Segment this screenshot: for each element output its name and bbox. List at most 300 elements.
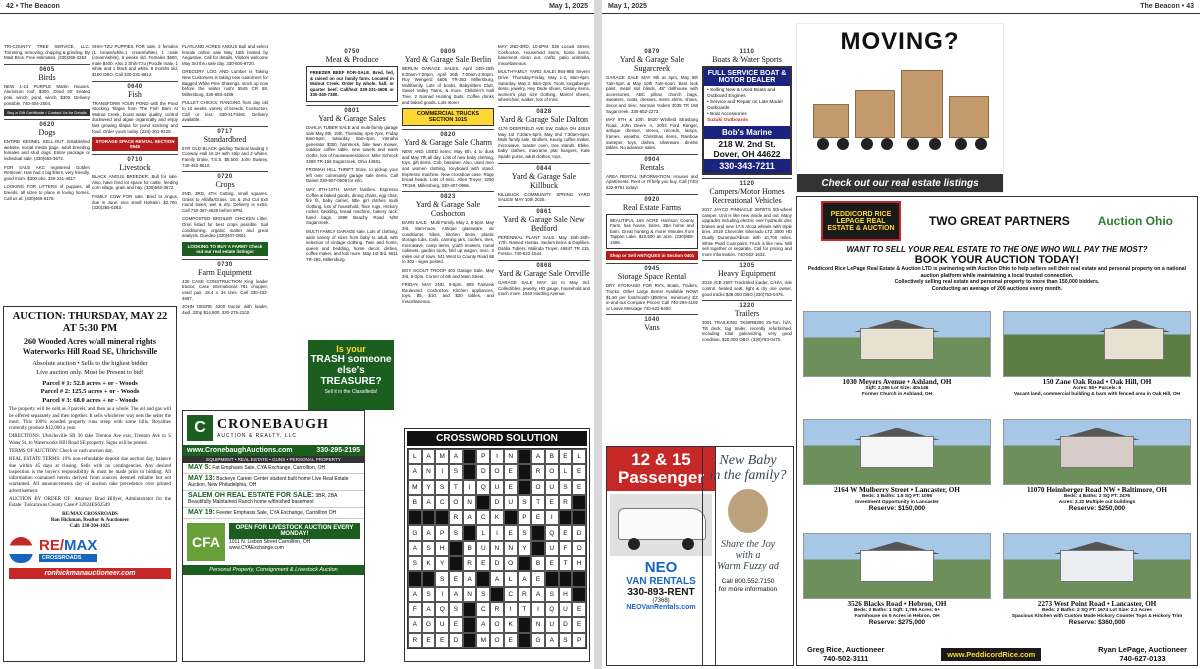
crossword-cell: S: [449, 464, 463, 479]
boats-item: • Service and Repair on Late Model Outboards: [707, 100, 783, 111]
category-number: 0605: [39, 66, 55, 73]
crossword-cell: A: [408, 587, 422, 602]
crossword-block: [559, 571, 573, 586]
cronebaugh-ad: [182, 410, 365, 662]
auction-body: The property will be sold as 3 parcels, and then as a whole. The oil and gas will be offered separately and then together. It sells whichever way nets the seller the most. This 100% wooded property runs steep with some hills. Royalties currently produce $12,000 a year.: [9, 407, 171, 432]
crossword-cell: C: [435, 495, 449, 510]
crossword-cell: O: [545, 464, 559, 479]
crossword-cell: D: [490, 556, 504, 571]
category-name: Yard & Garage Sale Coshocton: [415, 200, 481, 219]
crossword-cell: U: [545, 617, 559, 632]
trash-line-1: Is your: [336, 344, 366, 354]
classified-ad: PULLET CHICKS, RANGING from day old to 10 weeks, variety of breeds, Coshocton. Call or text, 330-3173481. Delivery available.: [182, 100, 268, 123]
crossword-cell: S: [449, 602, 463, 617]
van-icon: [610, 494, 712, 556]
property-description: Former Church in Ashland, OH: [861, 391, 933, 397]
auction-terms: TERMS OF AUCTION: Check or cash auction day.: [9, 449, 114, 454]
crossword-cell: S: [559, 480, 573, 495]
auction-title: AUCTION: THURSDAY, MAY 22 AT 5:30 PM: [12, 311, 168, 334]
crossword-cell: E: [559, 525, 573, 540]
classified-ad: COMPOSTED BROILER CHICKEN Litter. Omri listed for best crops possible. Soil conditioning, organic matter and great analysis. Dundee (330)407-0801.: [182, 216, 268, 239]
right-date: May 1, 2025: [608, 3, 647, 10]
category-number: 1120: [739, 181, 755, 187]
category-number: 0750: [344, 49, 360, 55]
column-1: [4, 44, 90, 304]
crossword-cell: C: [476, 510, 490, 525]
property-photo: [803, 419, 991, 485]
event-text: Buckeye Career Center student built home Live Real Estate Auction, New Philadelphia, OH: [188, 476, 349, 488]
peddi-blurb-3: Conducting an average of 200 auctions every month.: [931, 285, 1063, 292]
cronebaugh-footer: Personal Property, Consignment & Livestock Auction: [183, 565, 364, 575]
category-name: Campers/Motor Homes Recreational Vehicles: [709, 187, 785, 205]
classified-ad: BARN SALE - Multi Family. May 2, 8-5pm. May 3rd, 8am-noon. Antique glassware, air conditioner, bikes, kitchen items, plastic storage tubs, tools, canning jars, coolers, tires, microwave, camp items, youth mowers, metal cabinets, garden tools, fold up wagon, misc. 3 miles out of town. 541 West to County Road 58 to 303 - signs posted.: [402, 220, 494, 265]
classified-ad: MAY 9TH & 10th. 5620 Winfield Strasburg Road. John Deere A, 2003 Ford Ranger, antique dresser, stereo, records, lamps, frames, wreaths, Christmas items, Rainbow sweeper, toys, dishes, silverware, dinette tables. No advance sales.: [606, 117, 698, 151]
crossword-cell: U: [559, 602, 573, 617]
category-number: 0717: [217, 128, 233, 135]
category-header: [402, 191, 494, 218]
crossword-cell: S: [449, 525, 463, 540]
event-text: Feeder Emphasis Sale, CYA Exchange, Carrollton OH: [216, 510, 337, 516]
classified-ad: FOR SALE AKC registered Golden Retriever. Has had 4 big litters, very friendly, good mom. $300 obo. 330-231-4617: [4, 164, 90, 181]
category-name: Yard & Garage Sale Killbuck: [511, 171, 577, 190]
crossword-cell: E: [435, 633, 449, 648]
new-baby-ad: [702, 446, 794, 666]
property-details: Beds: 2 Baths: 2 SQ FT: 1674 Lot Size: 2.1 Acres: [1042, 608, 1152, 613]
crossword-cell: E: [572, 480, 586, 495]
crossword-cell: A: [422, 525, 436, 540]
crossword-cell: E: [572, 617, 586, 632]
crossword-cell: S: [435, 480, 449, 495]
crossword-cell: H: [559, 587, 573, 602]
crossword-cell: Y: [422, 480, 436, 495]
category-header: [702, 300, 792, 318]
crossword-cell: T: [559, 556, 573, 571]
property-photo: [1003, 311, 1191, 377]
peddi-want: WANT TO SELL YOUR REAL ESTATE TO THE ONE WHO WILL PAY THE MOST?: [846, 245, 1148, 254]
crossword-block: [408, 571, 422, 586]
crossword-cell: S: [545, 587, 559, 602]
cronebaugh-website[interactable]: www.CronebaughAuctions.com: [187, 447, 293, 454]
crossword-cell: M: [435, 449, 449, 464]
column-3: [182, 44, 268, 408]
crossword-block: [449, 541, 463, 556]
crossword-block: [518, 617, 532, 632]
property-description: Farmhouse on 5 Acres in Hebron, OH: [854, 613, 940, 619]
peddi-book: BOOK YOUR AUCTION TODAY!: [914, 254, 1080, 266]
cronebaugh-services: EQUIPMENT • REAL ESTATE • GUNS • PERSONAL PROPERTY: [183, 456, 364, 463]
crossword-cell: G: [422, 617, 436, 632]
boats-item: • Boat Accessories: [707, 112, 747, 117]
boats-list: [704, 86, 790, 126]
event-date: MAY 5:: [188, 464, 211, 471]
crossword-block: [572, 495, 586, 510]
crossword-block: [463, 602, 477, 617]
crossword-cell: O: [490, 464, 504, 479]
crossword-cell: A: [463, 510, 477, 525]
category-name: Yard & Garage Sale Sugarcreek: [619, 55, 685, 73]
cya-address: 1011 N. Lisbon Street Carrollton, OH: [229, 539, 311, 545]
suzuki-logo: Suzuki Outboards: [707, 118, 749, 123]
crossword-cell: I: [531, 602, 545, 617]
moving-title: MOVING?: [840, 28, 960, 55]
crossword-cell: R: [559, 495, 573, 510]
crossword-cell: S: [476, 587, 490, 602]
crossword-cell: R: [449, 510, 463, 525]
baby-slogan-1: Share the Joy: [720, 539, 776, 550]
cronebaugh-phone: 330-295-2195: [316, 447, 360, 454]
crossword-cell: R: [408, 633, 422, 648]
commercial-trucks-bar: COMMERCIAL TRUCKS SECTION 1015: [402, 108, 494, 126]
bobs-marine-ad: [702, 66, 792, 175]
crossword-cell: A: [518, 571, 532, 586]
crossword-cell: K: [490, 510, 504, 525]
classified-ad: FROMAH HILL THRIFT Store, to pickup your left over community garage sale items. Call Daniel 330-607-0509 for info.: [306, 167, 398, 184]
category-header: [402, 47, 494, 64]
cronebaugh-contact: [183, 445, 364, 456]
crossword-cell: B: [531, 556, 545, 571]
peddicord-url[interactable]: www.PeddicordRice.com: [941, 648, 1041, 661]
parcel-2: Parcel # 2: 125.5 acres + or - Woods: [40, 388, 140, 396]
crossword-cell: U: [476, 541, 490, 556]
category-number: 0945: [644, 266, 660, 273]
property-listing[interactable]: [803, 533, 991, 626]
column-6: [498, 44, 590, 424]
crossword-block: [518, 556, 532, 571]
van-rentals-label: VAN RENTALS: [626, 576, 696, 587]
property-listing[interactable]: [1003, 533, 1191, 626]
category-name: Vans: [644, 323, 660, 333]
auctioneers-bar: [797, 643, 1197, 665]
crossword-solution: [404, 428, 590, 662]
crossword-cell: U: [504, 495, 518, 510]
cfa-logo-icon: CFA: [187, 523, 225, 561]
crossword-cell: G: [408, 525, 422, 540]
crossword-cell: E: [531, 510, 545, 525]
category-name: Crops: [215, 180, 235, 190]
auctioneer-greg: Greg Rice, Auctioneer: [807, 645, 885, 654]
category-number: 0801: [344, 107, 360, 114]
gift-certificate-bar: Buy a Gift Certificate • Contact Us for Details: [4, 109, 90, 116]
crossword-cell: S: [422, 587, 436, 602]
peddi-blurb-1: Peddicord Rice LePage Real Estate & Auction LTD is partnering with Auction Ohio to help sellers sell their real estate and personal property on a national auction platform while maintaining a local trusted connection.: [807, 266, 1187, 279]
classified-ad: GREGORY LOG AND Lumber is Taking New Customers is taking new customers for Bagged White Pine Shavings, stock up now before the winter rush! 5545 CR 68, Millersburg, 330-893-4489.: [182, 69, 268, 97]
category-header: [606, 47, 698, 73]
category-header: [498, 206, 590, 233]
crossword-title: CROSSWORD SOLUTION: [407, 431, 587, 446]
crossword-cell: B: [463, 541, 477, 556]
balloon-icon: [9, 537, 33, 563]
crossword-cell: A: [422, 449, 436, 464]
property-photo: [1003, 533, 1191, 599]
property-listing[interactable]: [803, 419, 991, 512]
category-name: Standardbred: [203, 134, 247, 144]
crossword-cell: D: [559, 617, 573, 632]
crossword-cell: E: [504, 525, 518, 540]
passenger-line-1: 12 & 15: [631, 450, 691, 469]
farm-listing-bar: LOOKING TO BUY A FARM? Check out our real estate listings!: [182, 242, 268, 256]
crossword-cell: F: [408, 602, 422, 617]
category-name: Birds: [38, 72, 56, 82]
auction-firm: RE/MAX CROSSROADS: [62, 511, 118, 517]
crossword-cell: E: [504, 480, 518, 495]
crossword-cell: U: [435, 617, 449, 632]
crossword-cell: U: [545, 480, 559, 495]
crossword-cell: E: [545, 495, 559, 510]
crossword-cell: S: [435, 571, 449, 586]
crossword-cell: N: [531, 617, 545, 632]
crossword-block: [518, 464, 532, 479]
category-number: 0861: [536, 208, 552, 215]
classified-ad: SHIH-TZU PUPPIES FOR sale. 2 females (1 brown/white,1 cream/white) 1 male (cream/white), 8 weeks old. Females $600, male $400. Also 2 Shih-Tzu (Poodle male, 1 white and 1 black and white, 8 months old, $100 OBO. Call 330-231-8812.: [92, 44, 178, 77]
crossword-cell: R: [518, 587, 532, 602]
remax-wordmark-1: RE/: [39, 537, 65, 555]
crossword-block: [463, 525, 477, 540]
remax-wordmark: [39, 537, 97, 554]
crossword-cell: T: [449, 480, 463, 495]
crossword-cell: A: [422, 602, 436, 617]
classified-ad: TRANSFORM YOUR POND with the Pond Stocking Tilapia from The Fish Barn At Walnut Creek, boost water quality, control duckweed and algae organically and enjoy fast growing tilapia for pond stocking and food. Order yours today. (234)-301-9229.: [92, 100, 178, 134]
baby-slogan-3: Warm Fuzzy ad: [717, 561, 779, 572]
property-details: Sqft: 2,156 Lot Size: 40x146: [865, 386, 929, 391]
crossword-block: [476, 495, 490, 510]
crossword-cell: L: [476, 525, 490, 540]
category-name: Yard & Garage Sale Charm: [403, 138, 493, 148]
category-number: 0868: [536, 263, 552, 270]
category-name: Yard & Garage Sales: [318, 113, 386, 123]
crossword-grid: [407, 448, 587, 649]
crossword-cell: T: [531, 495, 545, 510]
crossword-cell: Q: [545, 602, 559, 617]
classified-ad: GARAGE SALE MAY 9th at 4pm, May 9th 7am-5pm & May 10th 7am-noon. Best look paint, metal slot blinds, 48" dollhouse with accessories, ABC pillow, church bags, sweaters, coats, dresses, mens shirts, shoes, decor and misc. Norman Yoders 3035 TR 168 Sugarcreek. 330-852-2273.: [606, 75, 698, 114]
baby-call: Call 800.552.7150: [721, 578, 775, 585]
crossword-cell: Y: [518, 541, 532, 556]
remax-logo: [9, 535, 171, 565]
crossword-cell: O: [504, 556, 518, 571]
cya-website[interactable]: www.CYAExchange.com: [229, 545, 284, 552]
right-running-header: [602, 0, 1200, 14]
category-header: [182, 171, 268, 189]
crossword-cell: P: [476, 449, 490, 464]
category-name: Boats & Water Sports: [712, 55, 782, 64]
trash-treasure-ad: [308, 340, 394, 410]
crossword-block: [463, 633, 477, 648]
classified-ad: MULTI-FAMILY YARD SALE! 984-985 Severn Drive. Thursday-Friday, May 1-2, 8am-6pm. Saturday, May 3, 8am-2pm. Tools, longaberger items, jewelry, Hey Dude shoes, Disney items, women's plus size clothing, Marcel sheets, wheelchair, walker, lots of misc.: [498, 69, 590, 103]
category-header: [182, 259, 268, 277]
crossword-cell: R: [463, 556, 477, 571]
crossword-cell: P: [572, 633, 586, 648]
property-details: Beds: 4 Baths: 2 SQ FT: 2476: [1063, 494, 1131, 499]
category-name: Yard & Garage Sale Dalton: [499, 114, 589, 124]
category-number: 0720: [217, 174, 233, 181]
category-name: Rentals: [640, 162, 664, 172]
property-reserve: Reserve: $150,000: [868, 505, 926, 513]
crossword-cell: A: [545, 633, 559, 648]
parcel-3: Parcel # 3: 68.0 acres + or - Woods: [42, 396, 138, 404]
category-number: 0710: [127, 157, 143, 164]
baby-info: for more information: [718, 586, 778, 593]
crossword-cell: S: [559, 633, 573, 648]
classified-ad: NEW 1-14 PURPLE Martin Houses. Aluminum roof, $300. Dried 20' treated pole, winch, pond, winch, $300. Delivery possible. 740-404-2504.: [4, 83, 90, 106]
baby-title-2: in the family?: [709, 468, 787, 483]
category-number: 0809: [440, 49, 456, 55]
category-name: Real Estate Farms: [622, 202, 682, 212]
auction-real-estate-terms: REAL ESTATE TERMS: 10% non-refundable deposit due auction day, balance due within 45 days at closing. Sells with no contingencies. Any desired inspection is the buyer's responsibility & must be made prior to bidding. All information contained herein derived from sources deemed reliable but not warranted. All announcements day of auction take precedence over printed advertisement.: [9, 457, 171, 494]
category-header: [702, 47, 792, 64]
crossword-cell: C: [476, 602, 490, 617]
crossword-block: [435, 510, 449, 525]
crossword-block: [449, 556, 463, 571]
crossword-cell: A: [463, 571, 477, 586]
crossword-cell: N: [504, 449, 518, 464]
crossword-block: [518, 633, 532, 648]
category-header: [402, 129, 494, 147]
auctioneer-ryan: Ryan LePage, Auctioneer: [1098, 645, 1187, 654]
crossword-cell: O: [490, 633, 504, 648]
crossword-cell: N: [422, 464, 436, 479]
property-listing[interactable]: [803, 311, 991, 397]
crossword-cell: B: [545, 449, 559, 464]
parcel-1: Parcel # 1: 52.8 acres + or - Woods: [42, 380, 138, 387]
crossword-cell: A: [531, 587, 545, 602]
property-details: Beds: 3 Baths: 1.5 SQ FT: 1056: [861, 494, 933, 499]
auction-url[interactable]: ronhickmanauctioneer.com: [9, 568, 171, 579]
crossword-cell: D: [476, 464, 490, 479]
property-photo: [803, 533, 991, 599]
crossword-cell: I: [490, 525, 504, 540]
category-number: 1040: [644, 317, 660, 324]
crossword-cell: U: [490, 480, 504, 495]
category-number: 1220: [739, 303, 755, 310]
crossword-cell: A: [449, 587, 463, 602]
category-header: [606, 263, 698, 281]
category-number: 0820: [440, 132, 456, 139]
crossword-cell: E: [504, 633, 518, 648]
category-number: 1205: [739, 263, 755, 270]
category-header: [702, 260, 792, 278]
left-page-number: 42 • The Beacon: [6, 3, 60, 10]
category-name: Livestock: [119, 163, 151, 173]
classified-ad: MULTI FAMILY GARAGE sale. Lots of clothing, wide variety of sizes from baby to adult, with selection of vintage clothing. Twin and home, queen and bedding, home decor, dishes, coffee maker, and lots more. May 1st-3rd. 5811 TR-265, Millersburg.: [306, 229, 398, 263]
crossword-cell: A: [422, 495, 436, 510]
crossword-cell: L: [559, 464, 573, 479]
classified-ad: FAMILY COW FOR sale. Bred to Angus, due in June, nice small Holstein. $2,700. (330)365-0283.: [92, 193, 178, 211]
crossword-cell: O: [531, 480, 545, 495]
crossword-cell: P: [518, 510, 532, 525]
property-listing[interactable]: [1003, 419, 1191, 512]
bobs-marine-name: Bob's Marine: [704, 126, 790, 139]
category-name: Heavy Equipment: [718, 269, 776, 279]
column-2: [92, 44, 178, 304]
crossword-block: [518, 480, 532, 495]
category-name: Fish: [128, 89, 142, 99]
auction-directions: DIRECTIONS: Uhrichsville SR 36 take Trenton Ave exit, Trenton Ave to S Water St, to Waterworks Hill Road SE property. Signs will be posted.: [9, 434, 171, 446]
category-name: Trailers: [734, 309, 760, 319]
category-number: 0640: [127, 83, 143, 90]
crossword-cell: B: [408, 495, 422, 510]
crossword-cell: E: [449, 617, 463, 632]
crossword-block: [545, 571, 559, 586]
crossword-cell: M: [476, 633, 490, 648]
classified-ad: 2ND, 3RD, 4TH Cutting, small squares. Grass to Alfalfa/Grass. 1st & 2nd Cut 5x5 round bales, wet & dry. Delivery is extra. Call 740-387-4629 before 8PM.: [182, 191, 268, 213]
classified-ad: NEW AND USED items: May 6th, 4 to dusk and May 7th all day. Lots of new baby clothing, toys, gift items. Crib, bassinet. Also, used men and women clothing. Keyboard with stand. Espresso machine. New crossbow case. Rage broad heads. Lots of misc. Allen Troyer, 3250 TR159, Millersburg, 330-407-0966.: [402, 149, 494, 188]
event-text: Fat Emphasis Sale, CYA Exchange, Carrollton, OH: [212, 465, 326, 471]
freezer-beef-ad: FREEZER BEEF FOR-SALE. Bred, fed, & raised on our family farm. Located in Walnut Creek. Order by whole, half, or quarter beef. Call/text 330-231-4608 or 330-340-7380.: [306, 66, 398, 102]
classified-ad: AREA RENTAL INFORMATION. Houses and Apartments. Rent or I'll help you buy. Call (740) 622-9791 today!: [606, 173, 698, 190]
category-header: [606, 154, 698, 172]
crossword-block: [463, 449, 477, 464]
property-listing[interactable]: [1003, 311, 1191, 397]
crossword-cell: K: [504, 617, 518, 632]
crossword-cell: N: [463, 495, 477, 510]
crossword-cell: P: [435, 525, 449, 540]
crossword-cell: E: [572, 464, 586, 479]
classified-ad: 5YR OLD BLACK gelding Tactical landing x Conway Hall 16.1H with strip and 2 whites. Family broke, T.S.S. $8,500. John Swarey, 740-462-8610.: [182, 145, 268, 168]
crossword-cell: S: [408, 556, 422, 571]
left-page: [0, 0, 594, 669]
category-name: Yard & Garage Sale New Bedford: [503, 214, 585, 233]
crossword-cell: I: [490, 449, 504, 464]
cronebaugh-name: CRONEBAUGH: [217, 417, 329, 432]
category-number: 0828: [536, 108, 552, 115]
teddy-bear-icon: [728, 489, 768, 533]
right-page: [602, 0, 1200, 669]
trash-line-3: Sell it in the Classifieds!: [324, 389, 378, 395]
passenger-url[interactable]: NEOVanRentals.com: [626, 604, 696, 611]
classified-ad: TRI-COUNTY TREE SERVICE, LLC. Trimming, removing, chipping & grinding. By Mast Bros. Free estimates. (330)265-3263: [4, 44, 90, 61]
property-reserve: Reserve: $360,000: [1068, 619, 1126, 627]
crossword-cell: S: [518, 495, 532, 510]
classified-ad: MAY 2ND-3RD, 10-5PM. 539 Locust Street, Coshocton. Household items, horse items, basement clean out, crafts, patio umbrella, miscellaneous.: [498, 44, 590, 66]
classified-ad: ENTIRE KENNEL SELL-OUT. Established website, social media page, adult breeding females and stud dogs. Entire package or individual sale. (330)663-3672.: [4, 139, 90, 161]
crossword-cell: E: [545, 556, 559, 571]
category-header: [92, 154, 178, 172]
crossword-cell: O: [490, 617, 504, 632]
crossword-cell: L: [504, 571, 518, 586]
event-item: [183, 463, 364, 474]
boats-headline: FULL SERVICE BOAT & MOTOR DEALER: [704, 68, 790, 86]
event-date: SALEM OH REAL ESTATE FOR SALE:: [188, 492, 315, 499]
left-running-header: [0, 0, 594, 14]
neo-label: NEO: [644, 559, 678, 576]
property-address: 2273 West Point Road • Lancaster, OH: [1037, 600, 1157, 608]
category-number: 0904: [644, 156, 660, 163]
auction-ohio-logo: Auction Ohio: [1097, 214, 1174, 228]
crossword-block: [422, 510, 436, 525]
property-reserve: Reserve: $275,000: [868, 619, 926, 627]
crossword-cell: R: [531, 464, 545, 479]
classified-ad: BERLIN GARAGE SALES. April 24th-25th 8:00am-7:00pm, April 26th 7:00am-2:00pm. Roy Wengerd 6605 TR-362 Millersburg, Multifamily. Lots of books, Babysitters Club, Sweet Valley Twins, & more. Children's Hall Tree. 2 Nomad Hunting Suits. Coffee drinks and baked goods. Lots more!: [402, 66, 494, 105]
baby-title-1: New Baby: [719, 453, 777, 468]
crossword-block: [463, 617, 477, 632]
property-photo: [1003, 419, 1191, 485]
storage-section-bar: STORAGE SPACE RENTAL SECTION 0945: [92, 137, 178, 151]
property-details: Beds: 3 Baths: 1 Sqft: 1,796 Acres: 5+: [853, 608, 941, 613]
category-header: [4, 64, 90, 82]
column-r2: [702, 44, 792, 444]
left-date: May 1, 2025: [549, 3, 588, 10]
crossword-cell: S: [518, 525, 532, 540]
property-description: Acres: 2.32 Multiple out buildings: [1058, 499, 1136, 505]
classified-ad: KILLBUCK COMMUNITY SPRING YARD SALES! MAY 10th 2025.: [498, 191, 590, 203]
crossword-cell: Q: [476, 480, 490, 495]
boats-item: • Selling New & Used Boats and Outboard Engines: [707, 88, 776, 99]
property-address: 2164 W Mulberry Street • Lancaster, OH: [834, 486, 960, 494]
crossword-cell: M: [408, 480, 422, 495]
auction-people: Ron Hickman, Realtor & Auctioneer: [50, 517, 130, 523]
category-name: Dogs: [38, 128, 56, 138]
classified-ad: BLACK ANGUS BREEDER: Bull for sale. Also, have feed lot space for cattle, feeding corn silage, grain and hay. (330)663-3672.: [92, 174, 178, 191]
property-photo: [803, 311, 991, 377]
